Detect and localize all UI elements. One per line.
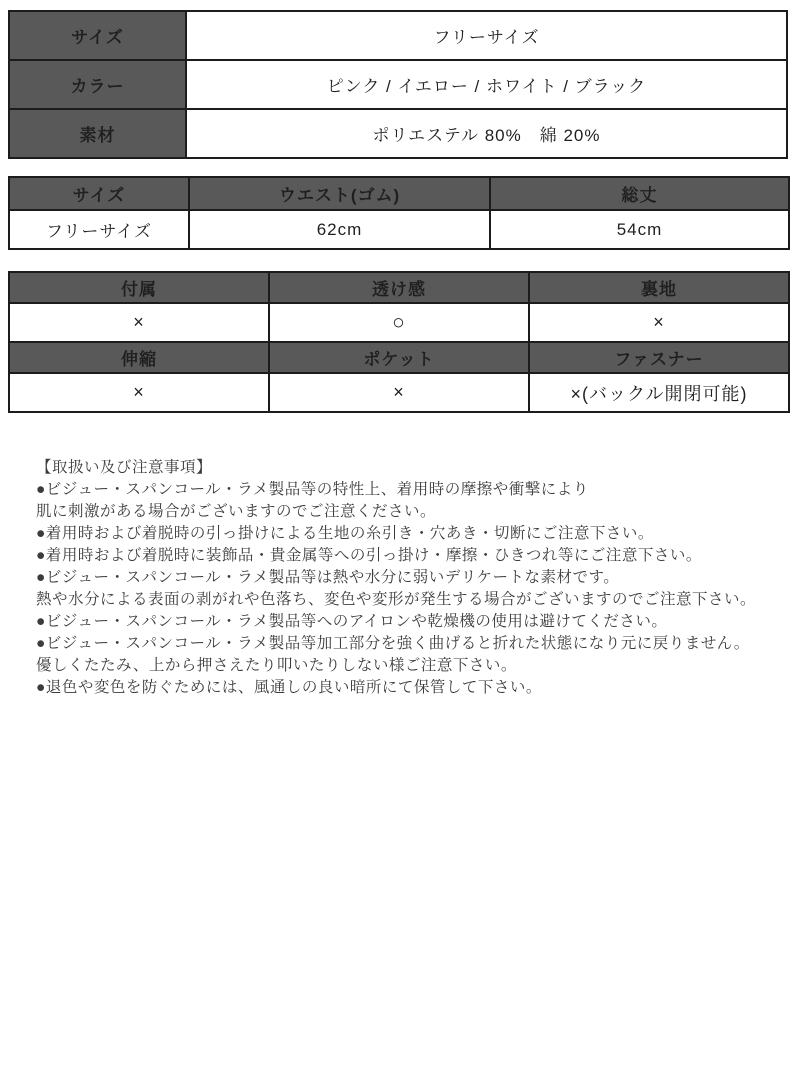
- measure-size-value: フリーサイズ: [9, 210, 189, 249]
- notice-title: 【取扱い及び注意事項】: [36, 459, 213, 476]
- feature-header-accessory: 付属: [9, 272, 269, 303]
- feature-stretch-value: ×: [9, 373, 269, 412]
- notice-line: 肌に刺激がある場合がございますのでご注意ください。: [36, 503, 437, 520]
- table-row: [9, 373, 789, 412]
- table-row: [9, 11, 787, 60]
- color-label: カラー: [9, 60, 186, 109]
- table-row: [9, 60, 787, 109]
- table-row: [9, 109, 787, 158]
- table-header-row: [9, 177, 789, 210]
- feature-header-pocket: ポケット: [269, 342, 529, 373]
- notice-line: ●ビジュー・スパンコール・ラメ製品等へのアイロンや乾燥機の使用は避けてください。: [36, 613, 668, 630]
- feature-sheerness-value: ○: [269, 303, 529, 342]
- measure-waist-value: 62cm: [189, 210, 490, 249]
- notice-line: ●着用時および着脱時に装飾品・貴金属等への引っ掛け・摩擦・ひきつれ等にご注意下さい。: [36, 547, 702, 564]
- measure-length-value: 54cm: [490, 210, 789, 249]
- table-row: [9, 303, 789, 342]
- table-row: [9, 210, 789, 249]
- table-header-row: [9, 342, 789, 373]
- handling-notice: [36, 457, 788, 699]
- feature-header-sheerness: 透け感: [269, 272, 529, 303]
- measurement-table: [8, 176, 790, 250]
- feature-header-lining: 裏地: [529, 272, 789, 303]
- feature-fastener-value: ×(バックル開閉可能): [529, 373, 789, 412]
- notice-line: ●着用時および着脱時の引っ掛けによる生地の糸引き・穴あき・切断にご注意下さい。: [36, 525, 654, 542]
- feature-pocket-value: ×: [269, 373, 529, 412]
- measure-header-size: サイズ: [9, 177, 189, 210]
- notice-line: 優しくたたみ、上から押さえたり叩いたりしない様ご注意下さい。: [36, 657, 517, 674]
- color-value: ピンク / イエロー / ホワイト / ブラック: [186, 60, 787, 109]
- size-value: フリーサイズ: [186, 11, 787, 60]
- size-label: サイズ: [9, 11, 186, 60]
- material-label: 素材: [9, 109, 186, 158]
- notice-line: ●ビジュー・スパンコール・ラメ製品等は熱や水分に弱いデリケートな素材です。: [36, 569, 620, 586]
- notice-line: 熱や水分による表面の剥がれや色落ち、変色や変形が発生する場合がございますのでご注意下さい。: [36, 591, 757, 608]
- feature-table: [8, 271, 790, 413]
- feature-accessory-value: ×: [9, 303, 269, 342]
- table-header-row: [9, 272, 789, 303]
- feature-header-stretch: 伸縮: [9, 342, 269, 373]
- notice-line: ●退色や変色を防ぐためには、風通しの良い暗所にて保管して下さい。: [36, 679, 542, 696]
- notice-line: ●ビジュー・スパンコール・ラメ製品等の特性上、着用時の摩擦や衝撃により: [36, 481, 589, 498]
- measure-header-length: 総丈: [490, 177, 789, 210]
- material-value: ポリエステル 80% 綿 20%: [186, 109, 787, 158]
- feature-header-fastener: ファスナー: [529, 342, 789, 373]
- overview-table: [8, 10, 788, 159]
- feature-lining-value: ×: [529, 303, 789, 342]
- notice-line: ●ビジュー・スパンコール・ラメ製品等加工部分を強く曲げると折れた状態になり元に戻りません。: [36, 635, 750, 652]
- measure-header-waist: ウエスト(ゴム): [189, 177, 490, 210]
